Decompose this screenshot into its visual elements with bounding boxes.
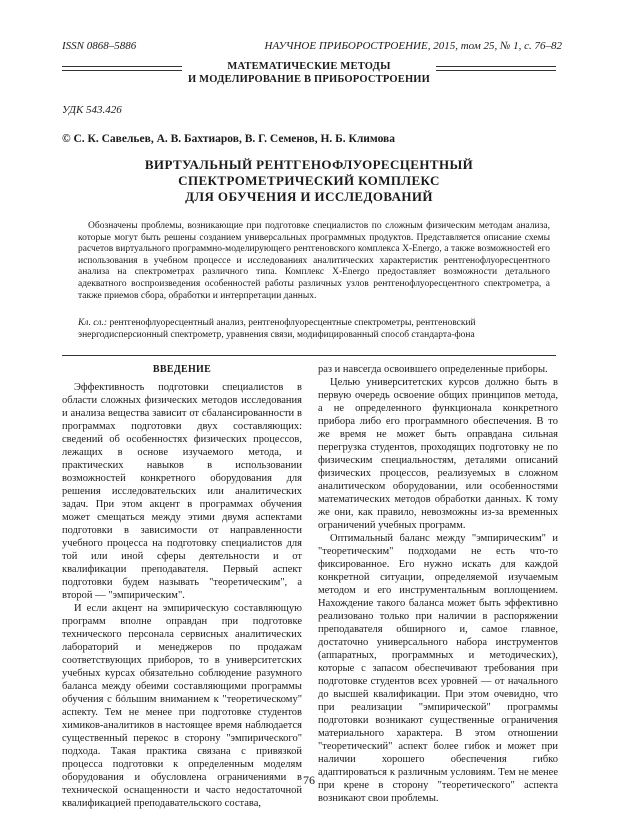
divider <box>62 355 556 356</box>
authors: © С. К. Савельев, А. В. Бахтиаров, В. Г. Семенов, Н. Б. Климова <box>62 133 396 145</box>
keywords-label: Кл. сл.: <box>78 318 108 328</box>
abstract: Обозначены проблемы, возникающие при подготовке специалистов по сложным физическим методам анализа, которые могут быть решены созданием универсальных программных продуктов. Представляется описание схемы расчетов виртуального программно-моделирующего рентгеновского комплекса X-Energo, а также возможностей его использования в учебном процессе и исследованиях аналитических характеристик рентгенофлуоресцентного анализа на спектрометрах различного типа. Комплекс X-Energo предоставляет возможности детального адекватного воспроизведения особенностей работы различных узлов рентгенофлуоресцентного спектрометра, а также приемов сбора, обработки и интерпретации данных. <box>78 221 550 301</box>
udk: УДК 543.426 <box>62 104 122 116</box>
right-paragraph-2: Оптимальный баланс между "эмпирическим" и "теоретическим" подходами не есть что-то фиксированное. Его нужно искать для каждой конкретной ситуации, определяемой изучаемым методом и его инструментальным воплощением. Нахождение такого баланса может быть эффективно реализовано только при наличии в распоряжении преподавателя обширного и, самое главное, достаточно универсального набора инструментов (аппаратных, программных и методических), которые с запасом обеспечивают требования при подготовке студентов всех уровней — от начального до высшей квалификации. При этом очевидно, что при реализации "эмпирической" программы подготовки возникают существенные ограничения материального характера. В этом отношении "теоретический" аспект более гибок и может при наличии хорошего обеспечения гибко адаптироваться к различным условиям. Тем не менее при крене в сторону "теоретического" аспекта возникают свои проблемы. <box>318 533 558 804</box>
section-title-line1: МАТЕМАТИЧЕСКИЕ МЕТОДЫ <box>227 61 391 72</box>
section-title-line2: И МОДЕЛИРОВАНИЕ В ПРИБОРОСТРОЕНИИ <box>187 74 431 85</box>
title-line2: СПЕКТРОМЕТРИЧЕСКИЙ КОМПЛЕКС <box>178 173 440 188</box>
right-paragraph-continued: раз и навсегда освоившего определенные приборы. <box>318 364 548 375</box>
intro-paragraph-1: Эффективность подготовки специалистов в области сложных физических методов исследования и анализа вещества зависит от сбалансированности в программах подготовки двух составляющих: сведений об особенностях физических процессов, лежащих в основе изучаемого метода, и практических навыков в использовании возможностей конкретного оборудования для решения исследовательских или аналитических задач. При этом акцент в программах обучения может смещаться между этими двумя аспектами подготовки в зависимости от направленности учебного процесса на подготовку специалистов для той или иной сферы деятельности и от квалификации преподавателя. Первый аспект подготовки будем называть "теоретическим", а второй — "эмпирическим". <box>62 382 302 601</box>
left-column <box>62 363 302 810</box>
page-number: 76 <box>303 773 315 787</box>
issn: ISSN 0868–5886 <box>62 40 137 52</box>
intro-paragraph-2: И если акцент на эмпирическую составляющую программ вполне оправдан при подготовке технического персонала сервисных аналитических лабораторий и менеджеров по продажам соответствующих приборов, то в университетских учебных курсах обязательно соблюдение разумного баланса между обеими составляющими программы обучения с бóльшим вниманием к "теоретическому" аспекту. Тем не менее при подготовке студентов химиков-аналитиков в настоящее время наблюдается существенный перекос в сторону "эмпирического" подхода. Такая практика связана с привязкой процесса подготовки к определенным моделям оборудования и обусловлена ограничениями в технической оснащенности и часто недостаточной квалификацией преподавательского состава, <box>62 603 302 809</box>
section-title <box>0 60 618 86</box>
title-line3: ДЛЯ ОБУЧЕНИЯ И ИССЛЕДОВАНИЙ <box>185 189 433 204</box>
title-line1: ВИРТУАЛЬНЫЙ РЕНТГЕНОФЛУОРЕСЦЕНТНЫЙ <box>144 157 474 172</box>
intro-heading: ВВЕДЕНИЕ <box>152 364 212 375</box>
right-column <box>318 363 558 805</box>
right-paragraph-1: Целью университетских курсов должно быть в первую очередь освоение общих принципов метода, а не определенного функционала конкретного прибора либо его программного обеспечения. В то же время не может быть оправдана сильная перегрузка студентов, проходящих подготовку не по физическим специальностям, деталями описаний физических процессов, реализуемых в сложном аналитическом оборудовании, или особенностями математических методов обработки данных. К тому же они, как правило, невозможны из-за временных ограничений учебных программ. <box>318 377 558 531</box>
article-title <box>0 157 618 205</box>
keywords <box>78 318 550 341</box>
keywords-text: рентгенофлуоресцентный анализ, рентгенофлуоресцентные спектрометры, рентгеновский энергодисперсионный спектрометр, уравнения связи, модифицированный способ стандарта-фона <box>78 318 476 340</box>
journal-citation: НАУЧНОЕ ПРИБОРОСТРОЕНИЕ, 2015, том 25, № 1, c. 76–82 <box>264 40 562 52</box>
